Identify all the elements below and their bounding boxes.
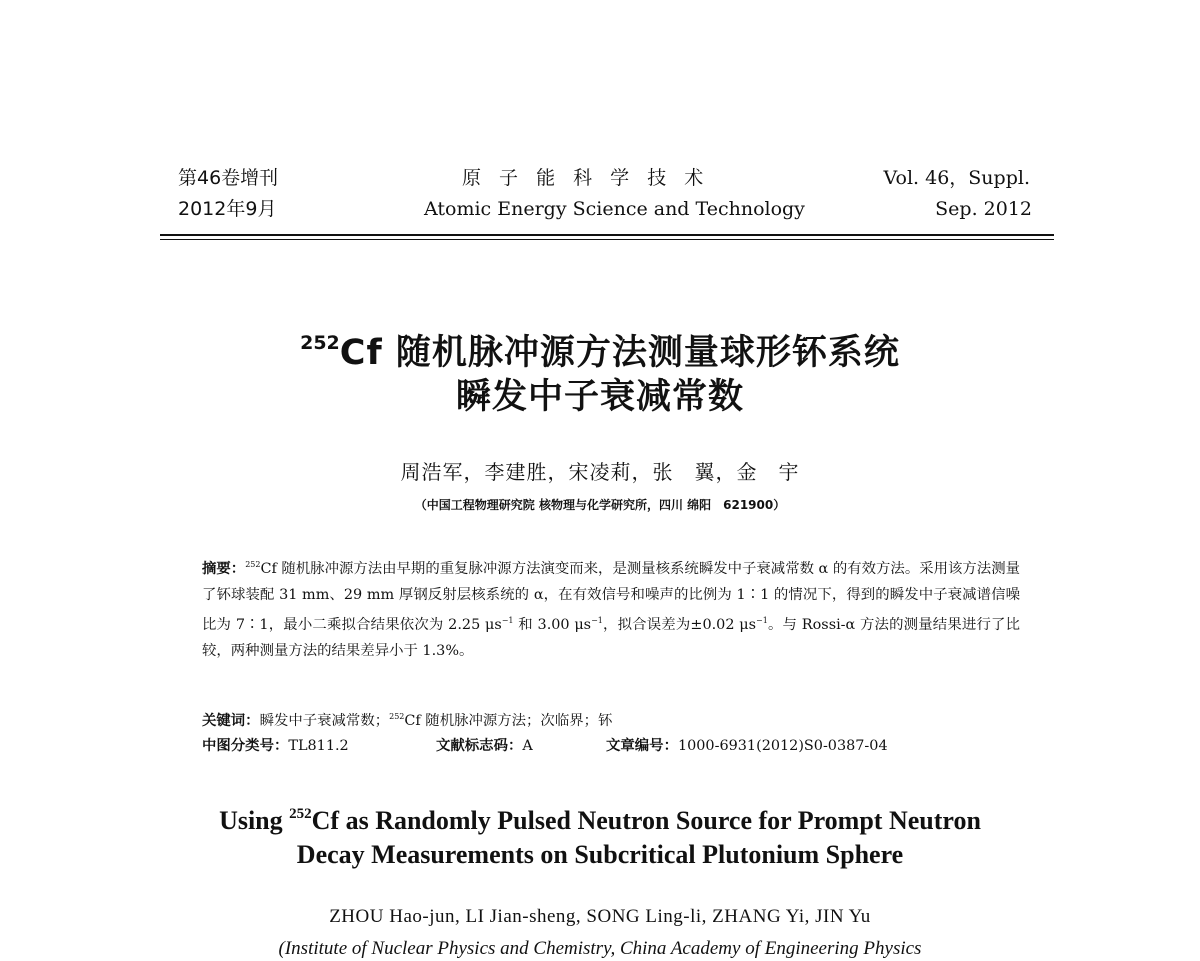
header-rule-top (160, 234, 1054, 236)
authors-cn: 周浩军，李建胜，宋凌莉，张 翼，金 宇 (400, 460, 800, 484)
clc-number (202, 735, 349, 757)
journal-name-cn: 原 子 能 科 学 技 术 (462, 167, 710, 189)
unit-superscript-3: −1 (755, 616, 768, 625)
title-en-prefix: Using (219, 806, 290, 835)
journal-volume-cn: 第46卷增刊 (178, 167, 279, 189)
title-cn-line2: 瞬发中子衰减常数 (455, 377, 744, 417)
clc-value: TL811.2 (288, 738, 349, 754)
abstract-text-3: ，拟合误差为±0.02 μs (602, 617, 756, 633)
title-cn-isotope: 252 (300, 332, 340, 354)
header-rule-bottom (160, 239, 1054, 240)
unit-superscript-2: −1 (591, 616, 603, 625)
unit-superscript-1: −1 (501, 616, 514, 625)
article-number-value: 1000-6931(2012)S0-0387-04 (677, 738, 888, 754)
journal-date-en: Sep. 2012 (935, 198, 1032, 220)
document-code-value: A (522, 738, 533, 754)
affiliation-en-partial: (Institute of Nuclear Physics and Chemistry, China Academy of Engineering Physics (278, 938, 922, 959)
title-cn-line1 (0, 318, 1200, 378)
keywords-label: 关键词： (202, 713, 260, 729)
abstract-text-4: 。与 Rossi-α 方法的测量结果进行了比较，两种测量方法的结果差异小于 1.3%。 (202, 617, 1020, 659)
journal-date-cn: 2012年9月 (178, 198, 277, 220)
title-en-line1-text: Cf as Randomly Pulsed Neutron Source for Prompt Neutron (311, 806, 981, 835)
title-en-isotope: 252 (289, 806, 312, 822)
abstract-isotope: 252 (245, 560, 261, 569)
abstract (202, 552, 1020, 664)
abstract-label: 摘要： (202, 561, 246, 577)
authors-en: ZHOU Hao-jun, LI Jian-sheng, SONG Ling-li, ZHANG Yi, JIN Yu (329, 906, 871, 927)
article-number-label: 文章编号： (606, 738, 678, 754)
article-number (606, 735, 888, 757)
title-en-line2: Decay Measurements on Subcritical Plutonium Sphere (296, 840, 904, 869)
keywords (202, 706, 612, 732)
document-code-label: 文献标志码： (436, 738, 523, 754)
journal-volume-en: Vol. 46，Suppl. (883, 167, 1030, 189)
keywords-isotope: 252 (389, 712, 405, 721)
clc-label: 中图分类号： (202, 738, 289, 754)
affiliation-cn: （中国工程物理研究院 核物理与化学研究所，四川 绵阳 621900） (414, 498, 786, 512)
abstract-text-2: 和 3.00 μs (513, 617, 592, 633)
keywords-part-2: Cf 随机脉冲源方法；次临界；钚 (404, 713, 613, 729)
document-code (436, 735, 533, 757)
abstract-text-1: Cf 随机脉冲源方法由早期的重复脉冲源方法演变而来，是测量核系统瞬发中子衰减常数 α 的有效方法。采用该方法测量了钚球装配 31 mm、29 mm 厚钢反射层核系统的 α，在有效信号和噪声的比例为 1∶1 的情况下，得到的瞬发中子衰减谱信噪比为 7∶1，最小二乘拟合结果依次为 2.25 μs (202, 561, 1020, 633)
keywords-part-1: 瞬发中子衰减常数； (259, 713, 390, 729)
title-cn-line1-text: Cf 随机脉冲源方法测量球形钚系统 (339, 333, 900, 373)
journal-name-en: Atomic Energy Science and Technology (424, 198, 805, 220)
